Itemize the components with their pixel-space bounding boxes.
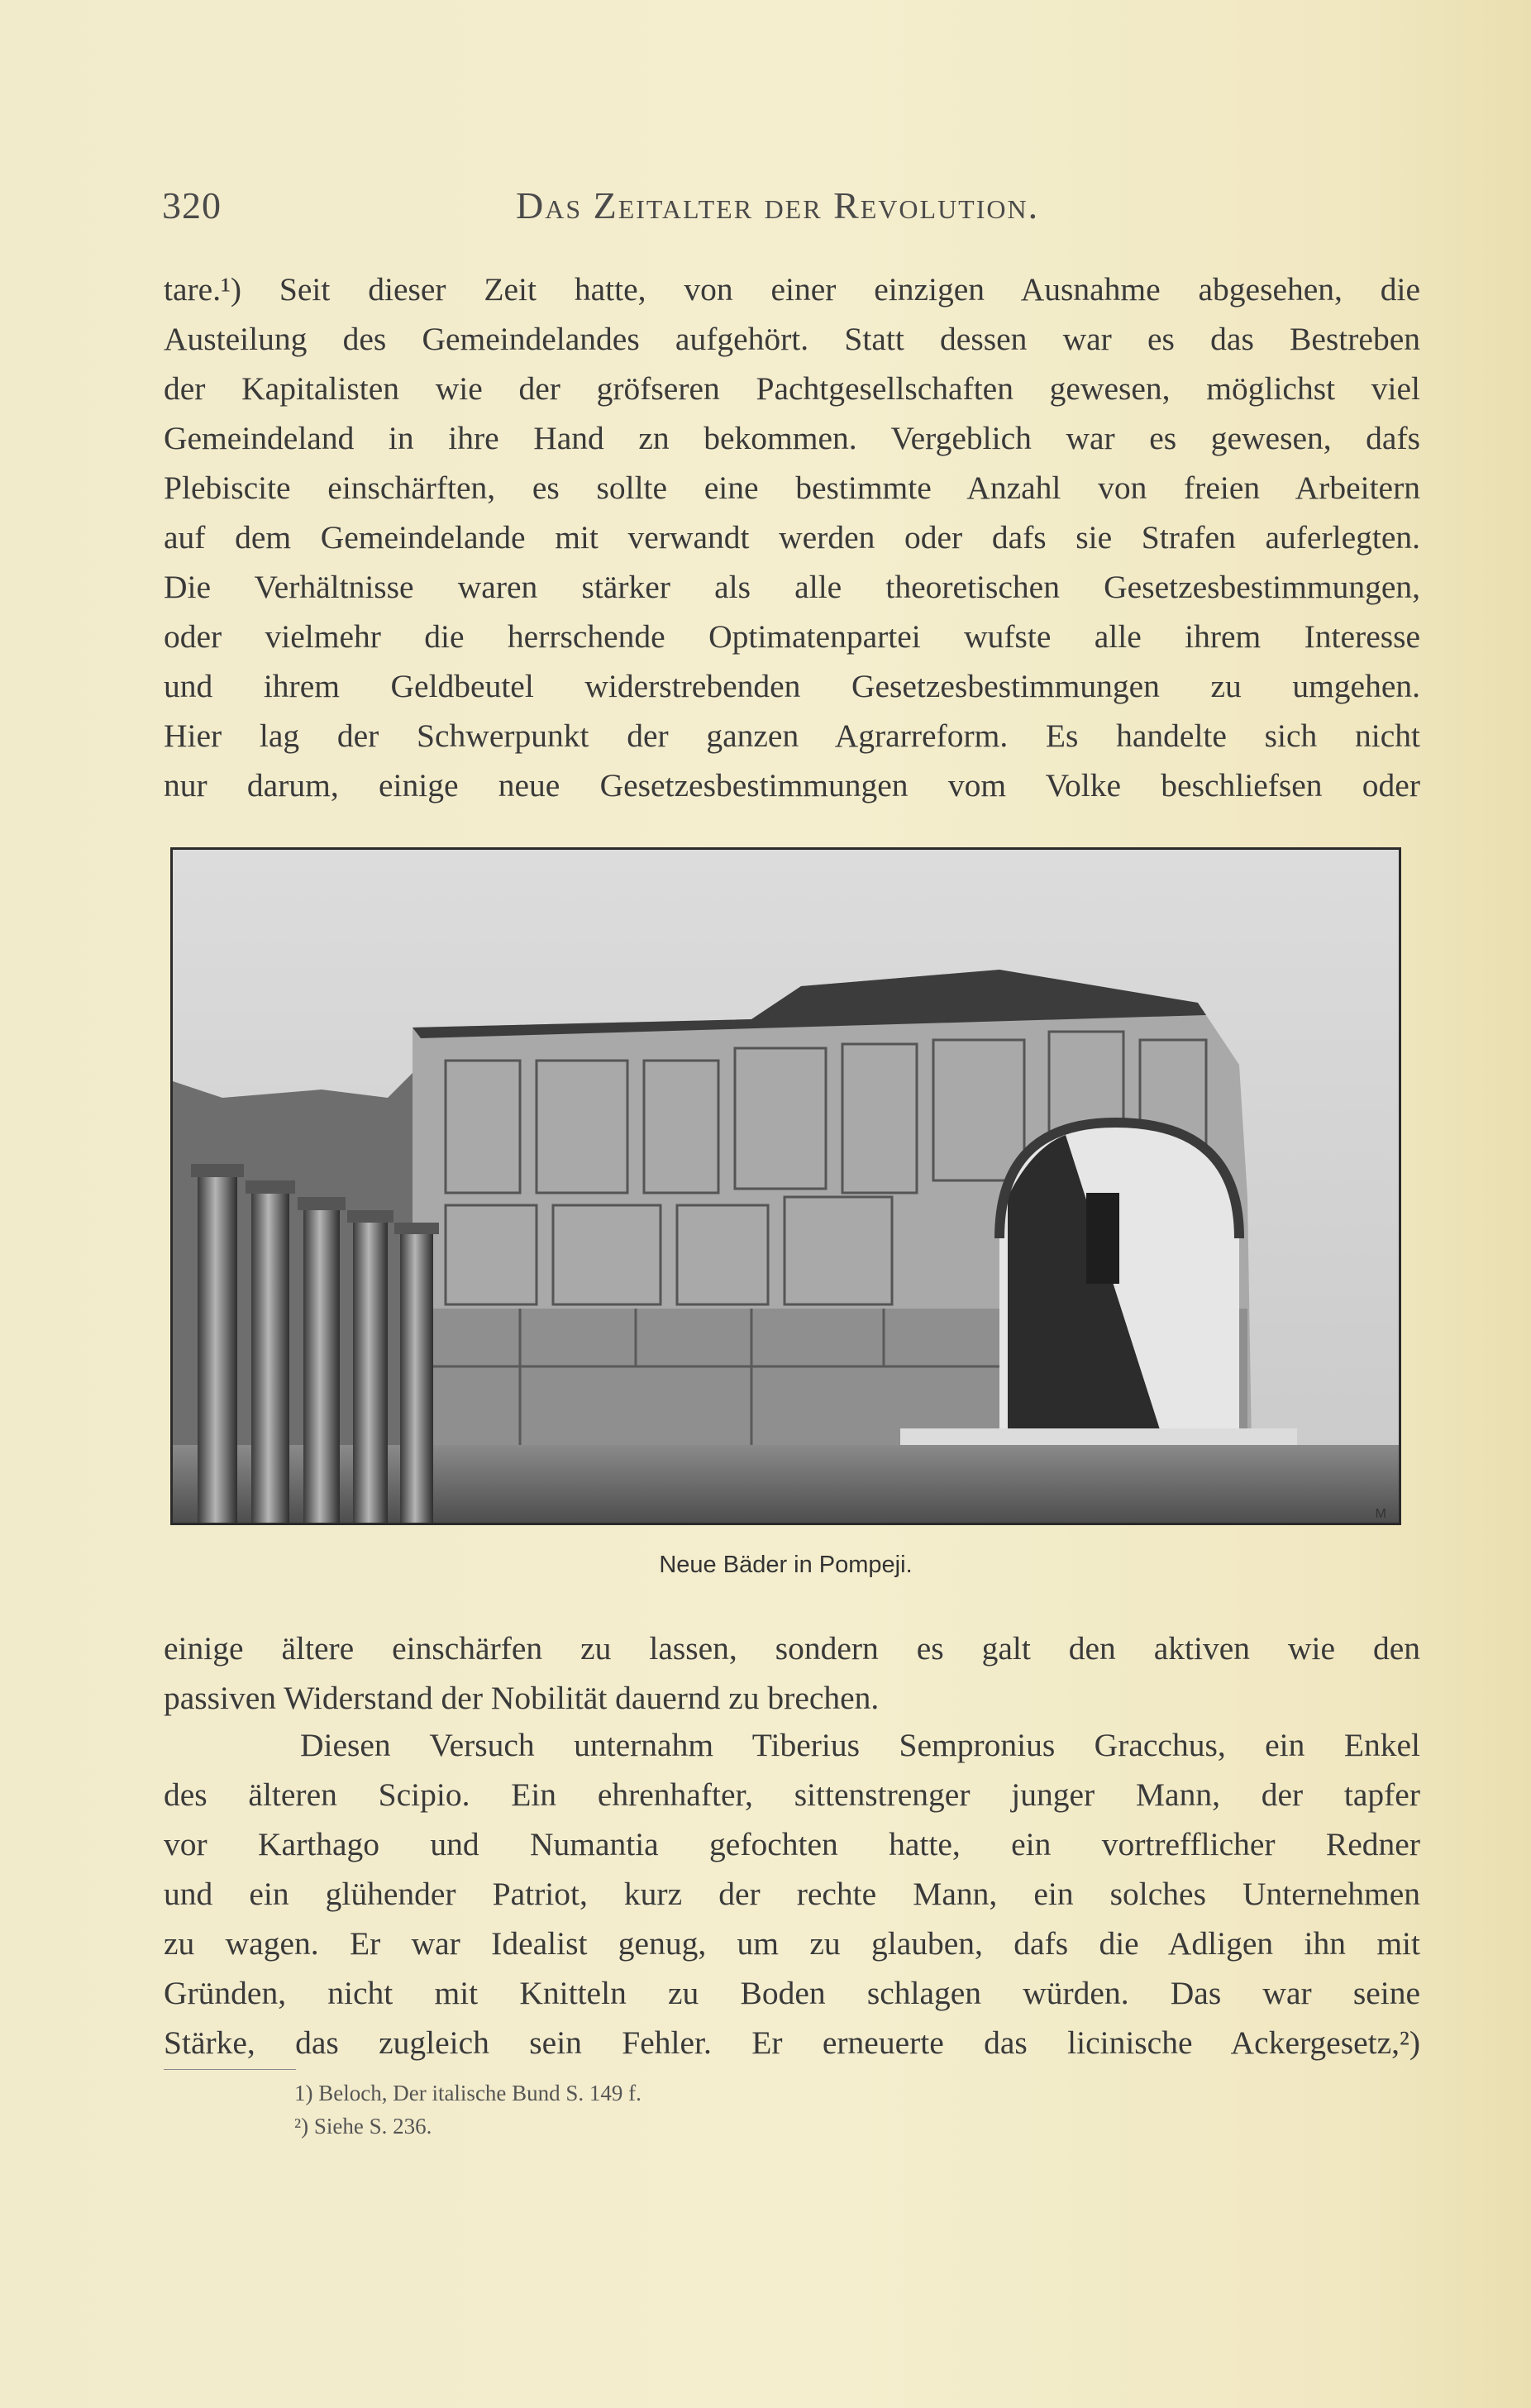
text-line: des älteren Scipio. Ein ehrenhafter, sittenstrenger junger Mann, der tapfer — [164, 1776, 1420, 1813]
figure-corner-mark: M — [1375, 1507, 1386, 1521]
text-line: Gründen, nicht mit Knitteln zu Boden schlagen würden. Das war seine — [164, 1975, 1420, 2011]
footnote-1: 1) Beloch, Der italische Bund S. 149 f. — [294, 2081, 641, 2105]
text-line: einige ältere einschärfen zu lassen, sondern es galt den aktiven wie den — [164, 1630, 1420, 1667]
running-title: Das Zeitalter der Revolution. — [516, 184, 1040, 226]
paragraph-2 — [164, 1624, 1420, 1723]
text-line: vor Karthago und Numantia gefochten hatte, ein vortrefflicher Redner — [164, 1826, 1420, 1862]
text-line: oder vielmehr die herrschende Optimatenpartei wufste alle ihrem Interesse — [164, 618, 1420, 655]
text-line: Die Verhältnisse waren stärker als alle theoretischen Gesetzesbestimmungen, — [164, 569, 1420, 605]
text-line: zu wagen. Er war Idealist genug, um zu glauben, dafs die Adligen ihn mit — [164, 1925, 1420, 1962]
text-line: Gemeindeland in ihre Hand zn bekommen. Vergeblich war es gewesen, dafs — [164, 420, 1420, 456]
footnote-2: ²) Siehe S. 236. — [294, 2114, 432, 2139]
text-line: der Kapitalisten wie der gröfseren Pachtgesellschaften gewesen, möglichst viel — [164, 370, 1420, 407]
figure-pompeii-baths — [170, 847, 1401, 1525]
footnotes — [294, 2077, 641, 2143]
text-line: nur darum, einige neue Gesetzesbestimmungen vom Volke beschliefsen oder — [164, 767, 1420, 803]
page-header — [162, 184, 1427, 233]
paragraph-1 — [164, 265, 1420, 810]
photo-illustration — [173, 850, 1399, 1523]
footnote-divider — [164, 2069, 296, 2070]
figure-caption: Neue Bäder in Pompeji. — [659, 1552, 913, 1578]
text-line: auf dem Gemeindelande mit verwandt werden oder dafs sie Strafen auferlegten. — [164, 519, 1420, 556]
text-line: Stärke, das zugleich sein Fehler. Er erneuerte das licinische Ackergesetz,²) — [164, 2024, 1420, 2061]
text-line: Hier lag der Schwerpunkt der ganzen Agrarreform. Es handelte sich nicht — [164, 718, 1420, 754]
text-line: tare.¹) Seit dieser Zeit hatte, von einer einzigen Ausnahme abgesehen, die — [164, 271, 1420, 308]
text-line: Diesen Versuch unternahm Tiberius Sempronius Gracchus, ein Enkel — [300, 1727, 1420, 1763]
text-line: Austeilung des Gemeindelandes aufgehört. Statt dessen war es das Bestreben — [164, 321, 1420, 357]
text-line: und ein glühender Patriot, kurz der rechte Mann, ein solches Unternehmen — [164, 1876, 1420, 1912]
text-line: Plebiscite einschärften, es sollte eine bestimmte Anzahl von freien Arbeitern — [164, 470, 1420, 506]
paragraph-3 — [164, 1720, 1420, 2067]
text-line: und ihrem Geldbeutel widerstrebenden Gesetzesbestimmungen zu umgehen. — [164, 668, 1420, 704]
page-number: 320 — [162, 184, 222, 226]
text-line: passiven Widerstand der Nobilität dauernd zu brechen. — [164, 1680, 880, 1716]
